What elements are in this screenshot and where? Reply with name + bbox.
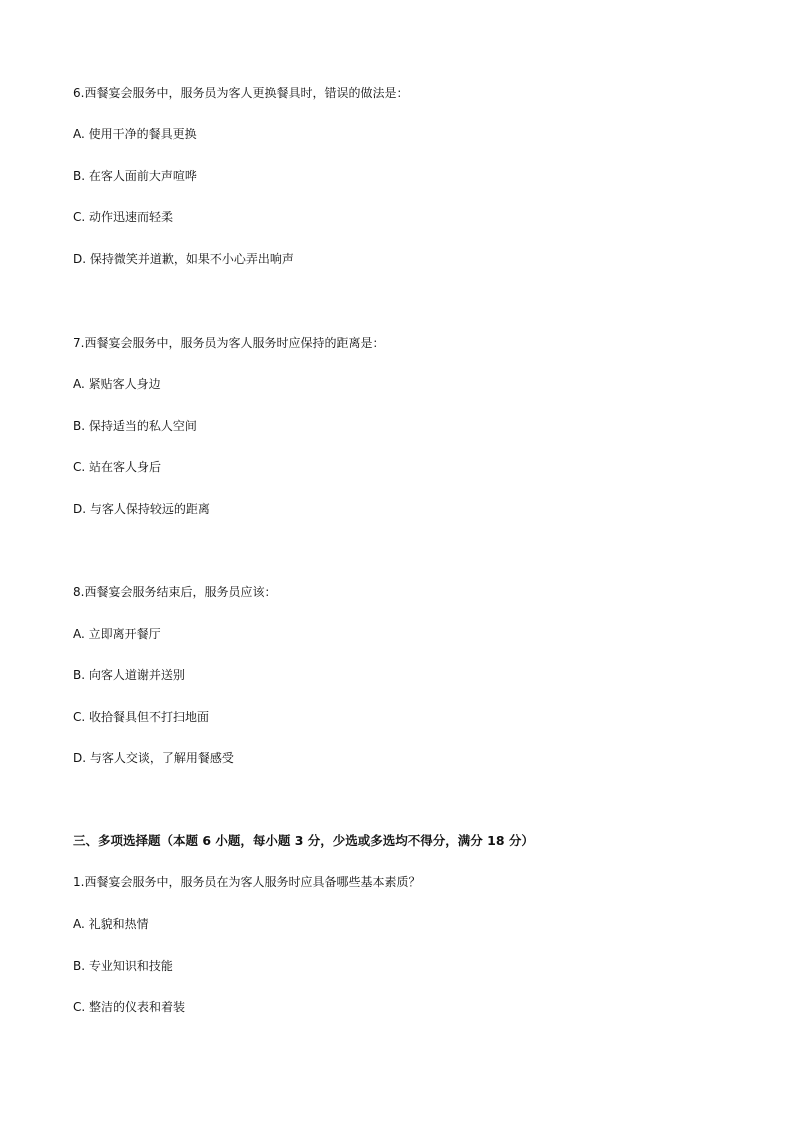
question-8-option-a: A. 立即离开餐厅 xyxy=(73,627,161,641)
question-7-option-b: B. 保持适当的私人空间 xyxy=(73,419,197,433)
question-6-option-c: C. 动作迅速而轻柔 xyxy=(73,210,174,224)
question-6-stem: 6.西餐宴会服务中，服务员为客人更换餐具时，错误的做法是： xyxy=(73,86,409,100)
section3-question-1-option-b: B. 专业知识和技能 xyxy=(73,959,173,973)
question-8-stem: 8.西餐宴会服务结束后，服务员应该： xyxy=(73,585,277,599)
question-6-option-d: D. 保持微笑并道歉，如果不小心弄出响声 xyxy=(73,252,294,266)
question-8-option-c: C. 收拾餐具但不打扫地面 xyxy=(73,710,210,724)
question-7-stem: 7.西餐宴会服务中，服务员为客人服务时应保持的距离是： xyxy=(73,336,385,350)
question-7-option-c: C. 站在客人身后 xyxy=(73,460,162,474)
question-7-option-d: D. 与客人保持较远的距离 xyxy=(73,502,210,516)
question-8-option-d: D. 与客人交谈，了解用餐感受 xyxy=(73,751,234,765)
question-7-option-a: A. 紧贴客人身边 xyxy=(73,377,161,391)
section-heading-multiple-choice: 三、多项选择题（本题 6 小题，每小题 3 分，少选或多选均不得分，满分 18 分） xyxy=(73,833,534,848)
question-6-option-a: A. 使用干净的餐具更换 xyxy=(73,127,197,141)
question-8-option-b: B. 向客人道谢并送别 xyxy=(73,668,185,682)
section3-question-1-stem: 1.西餐宴会服务中，服务员在为客人服务时应具备哪些基本素质？ xyxy=(73,875,421,889)
section3-question-1-option-a: A. 礼貌和热情 xyxy=(73,917,149,931)
question-6-option-b: B. 在客人面前大声喧哗 xyxy=(73,169,197,183)
section3-question-1-option-c: C. 整洁的仪表和着装 xyxy=(73,1000,186,1014)
